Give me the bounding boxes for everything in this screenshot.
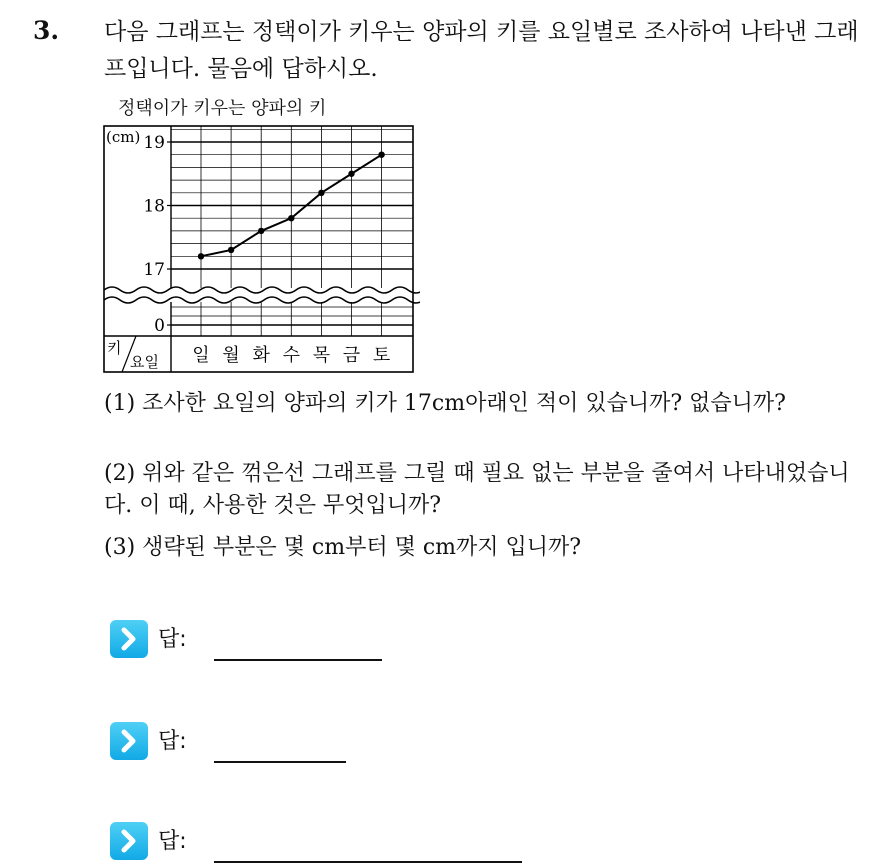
chart-labels <box>106 128 390 371</box>
chevron-right-icon <box>110 722 148 760</box>
x-tick-label: 수 <box>282 345 300 366</box>
x-tick-label: 목 <box>312 345 331 366</box>
data-point <box>348 171 354 177</box>
y-tick-label: 19 <box>143 133 165 153</box>
chart-frame <box>104 126 413 372</box>
answer-line[interactable] <box>214 761 346 763</box>
answer-line[interactable] <box>214 659 382 661</box>
chevron-right-icon <box>110 620 148 658</box>
data-point <box>228 247 234 253</box>
y-axis-unit: (cm) <box>106 128 141 146</box>
question-number: 3. <box>33 16 60 45</box>
subquestion-1: (1) 조사한 요일의 양파의 키가 17cm아래인 적이 있습니까? 없습니까? <box>104 391 786 416</box>
data-point <box>258 228 264 234</box>
y-tick-label: 18 <box>143 196 165 217</box>
subquestion-2: (2) 위와 같은 꺾은선 그래프를 그릴 때 필요 없는 부분을 줄여서 나타내었습니다. 이 때, 사용한 것은 무엇입니까? <box>104 461 850 518</box>
subquestion-3: (3) 생략된 부분은 몇 cm부터 몇 cm까지 입니까? <box>104 535 582 560</box>
answer-line[interactable] <box>214 861 522 863</box>
chart-grid <box>104 126 413 372</box>
data-point <box>378 152 384 158</box>
data-point <box>288 215 294 221</box>
x-tick-label: 금 <box>342 345 361 366</box>
answer-label: 답: <box>158 627 187 652</box>
question-text: 다음 그래프는 정택이가 키우는 양파의 키를 요일별로 조사하여 나타낸 그래프입니다. 물음에 답하시오. <box>104 19 859 82</box>
x-tick-label: 토 <box>372 345 391 366</box>
axis-break <box>104 287 420 303</box>
x-tick-label: 화 <box>252 345 270 366</box>
corner-label-top: 키 <box>107 339 122 357</box>
answer-label: 답: <box>158 829 187 854</box>
data-point <box>198 253 204 259</box>
x-tick-label: 일 <box>192 345 210 366</box>
chart-title: 정택이가 키우는 양파의 키 <box>118 98 327 119</box>
y-tick-label: 0 <box>154 316 165 336</box>
y-tick-label: 17 <box>143 260 165 280</box>
answer-label: 답: <box>158 729 187 754</box>
data-point <box>318 190 324 196</box>
chevron-right-icon <box>110 822 148 860</box>
corner-label-bottom: 요일 <box>130 353 159 371</box>
line-chart <box>100 122 420 378</box>
x-tick-label: 월 <box>222 345 240 366</box>
